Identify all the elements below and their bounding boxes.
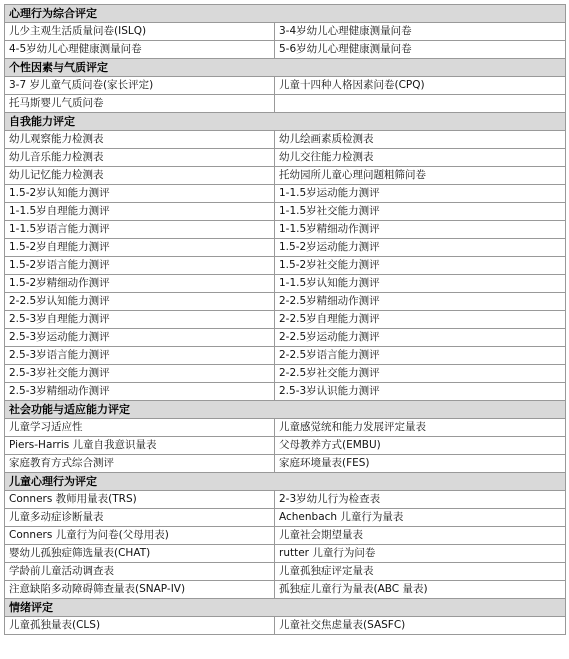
table-row [5, 509, 566, 527]
table-row [5, 527, 566, 545]
table-row [5, 329, 566, 347]
table-cell: 3-4岁幼儿心理健康测量问卷 [275, 23, 566, 41]
section-header [5, 5, 566, 23]
table-cell [275, 95, 566, 113]
section-header [5, 599, 566, 617]
table-cell: Conners 教师用量表(TRS) [5, 491, 275, 509]
table-cell: 注意缺陷多动障碍筛查量表(SNAP-IV) [5, 581, 275, 599]
table-cell: 1.5-2岁认知能力测评 [5, 185, 275, 203]
table-cell: 1-1.5岁社交能力测评 [275, 203, 566, 221]
table-cell: 2-2.5岁精细动作测评 [275, 293, 566, 311]
table-row [5, 491, 566, 509]
table-cell: 幼儿观察能力检测表 [5, 131, 275, 149]
section-title: 心理行为综合评定 [5, 5, 566, 23]
section-header [5, 59, 566, 77]
table-cell: 儿童孤独量表(CLS) [5, 617, 275, 635]
section-header [5, 113, 566, 131]
table-cell: 儿童学习适应性 [5, 419, 275, 437]
table-cell: 幼儿绘画素质检测表 [275, 131, 566, 149]
table-cell: 幼儿音乐能力检测表 [5, 149, 275, 167]
table-row [5, 293, 566, 311]
table-cell: 3-7 岁儿童气质问卷(家长评定) [5, 77, 275, 95]
table-row [5, 455, 566, 473]
table-row [5, 131, 566, 149]
section-header [5, 401, 566, 419]
table-row [5, 77, 566, 95]
table-row [5, 221, 566, 239]
section-title: 情绪评定 [5, 599, 566, 617]
assessment-table [4, 4, 566, 635]
table-cell: 1-1.5岁运动能力测评 [275, 185, 566, 203]
table-cell: 2-2.5岁运动能力测评 [275, 329, 566, 347]
table-row [5, 311, 566, 329]
table-cell: Achenbach 儿童行为量表 [275, 509, 566, 527]
table-row [5, 383, 566, 401]
table-cell: 2-3岁幼儿行为检查表 [275, 491, 566, 509]
table-cell: 2.5-3岁精细动作测评 [5, 383, 275, 401]
table-cell: 家庭环境量表(FES) [275, 455, 566, 473]
table-cell: 托幼园所儿童心理问题粗筛问卷 [275, 167, 566, 185]
table-cell: 2.5-3岁运动能力测评 [5, 329, 275, 347]
table-row [5, 257, 566, 275]
table-cell: 2.5-3岁语言能力测评 [5, 347, 275, 365]
table-row [5, 581, 566, 599]
table-row [5, 347, 566, 365]
table-cell: 婴幼儿孤独症筛选量表(CHAT) [5, 545, 275, 563]
table-cell: 托马斯婴儿气质问卷 [5, 95, 275, 113]
table-cell: 1-1.5岁精细动作测评 [275, 221, 566, 239]
table-row [5, 275, 566, 293]
table-cell: rutter 儿童行为问卷 [275, 545, 566, 563]
table-row [5, 23, 566, 41]
table-row [5, 545, 566, 563]
table-row [5, 95, 566, 113]
table-row [5, 239, 566, 257]
table-cell: 儿童社交焦虑量表(SASFC) [275, 617, 566, 635]
table-cell: 1.5-2岁自理能力测评 [5, 239, 275, 257]
table-row [5, 149, 566, 167]
table-cell: 2.5-3岁认识能力测评 [275, 383, 566, 401]
table-cell: 2-2.5岁自理能力测评 [275, 311, 566, 329]
table-cell: 2.5-3岁社交能力测评 [5, 365, 275, 383]
table-cell: 父母教养方式(EMBU) [275, 437, 566, 455]
table-cell: Conners 儿童行为问卷(父母用表) [5, 527, 275, 545]
table-cell: 1.5-2岁精细动作测评 [5, 275, 275, 293]
table-cell: 儿童十四种人格因素问卷(CPQ) [275, 77, 566, 95]
table-cell: 1.5-2岁社交能力测评 [275, 257, 566, 275]
table-cell: 4-5岁幼儿心理健康测量问卷 [5, 41, 275, 59]
section-title: 个性因素与气质评定 [5, 59, 566, 77]
table-cell: 儿少主观生活质量问卷(ISLQ) [5, 23, 275, 41]
table-row [5, 365, 566, 383]
table-cell: 孤独症儿童行为量表(ABC 量表) [275, 581, 566, 599]
table-cell: 儿童感觉统和能力发展评定量表 [275, 419, 566, 437]
table-cell: 儿童多动症诊断量表 [5, 509, 275, 527]
table-row [5, 437, 566, 455]
table-cell: 1.5-2岁运动能力测评 [275, 239, 566, 257]
table-cell: 1-1.5岁语言能力测评 [5, 221, 275, 239]
table-row [5, 185, 566, 203]
table-row [5, 41, 566, 59]
table-cell: 1.5-2岁语言能力测评 [5, 257, 275, 275]
table-cell: 5-6岁幼儿心理健康测量问卷 [275, 41, 566, 59]
section-title: 社会功能与适应能力评定 [5, 401, 566, 419]
section-title: 儿童心理行为评定 [5, 473, 566, 491]
table-cell: 2-2.5岁语言能力测评 [275, 347, 566, 365]
table-cell: 儿童孤独症评定量表 [275, 563, 566, 581]
table-cell: 幼儿记忆能力检测表 [5, 167, 275, 185]
table-cell: 幼儿交往能力检测表 [275, 149, 566, 167]
table-cell: Piers-Harris 儿童自我意识量表 [5, 437, 275, 455]
table-cell: 2-2.5岁认知能力测评 [5, 293, 275, 311]
table-cell: 儿童社会期望量表 [275, 527, 566, 545]
table-row [5, 563, 566, 581]
table-row [5, 419, 566, 437]
table-row [5, 167, 566, 185]
table-cell: 1-1.5岁自理能力测评 [5, 203, 275, 221]
table-cell: 家庭教育方式综合测评 [5, 455, 275, 473]
table-row [5, 617, 566, 635]
section-title: 自我能力评定 [5, 113, 566, 131]
table-row [5, 203, 566, 221]
table-cell: 1-1.5岁认知能力测评 [275, 275, 566, 293]
section-header [5, 473, 566, 491]
table-cell: 2-2.5岁社交能力测评 [275, 365, 566, 383]
table-cell: 学龄前儿童活动调查表 [5, 563, 275, 581]
assessment-table-container [4, 4, 565, 635]
table-cell: 2.5-3岁自理能力测评 [5, 311, 275, 329]
